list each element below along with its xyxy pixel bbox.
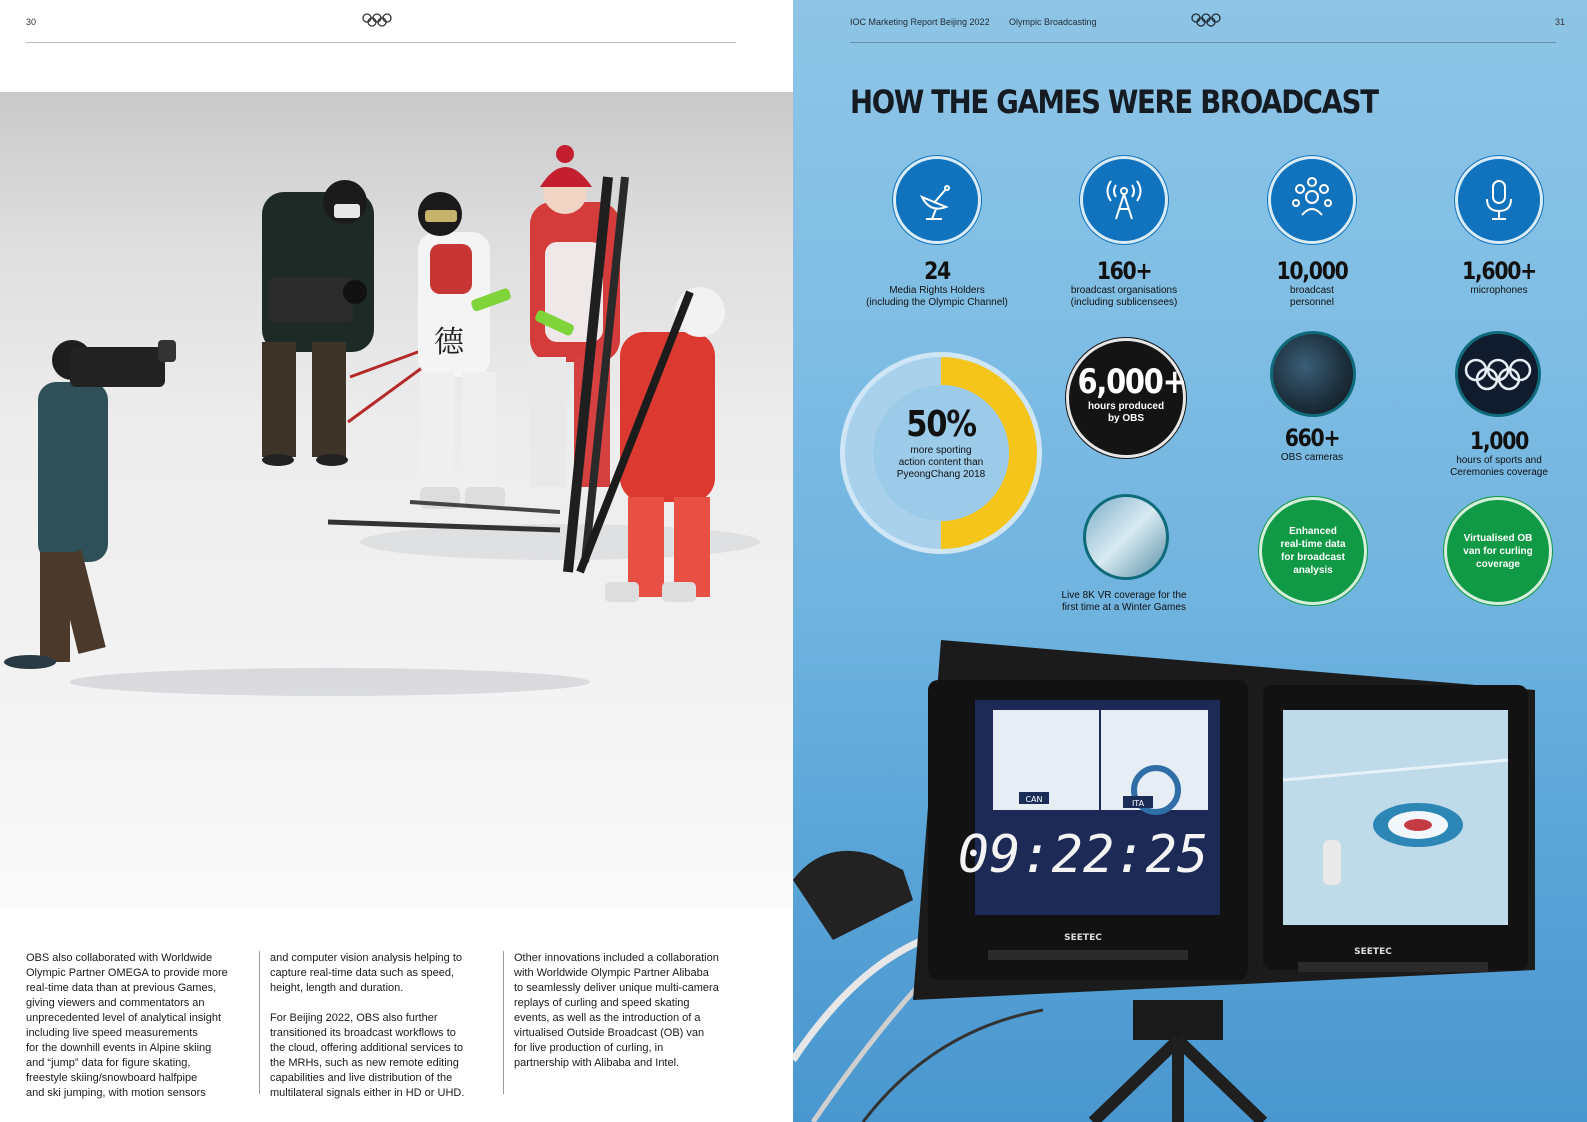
olympic-rings-icon xyxy=(362,13,392,27)
stat-coverage-hours xyxy=(1409,427,1587,479)
body-column-2: and computer vision analysis helping to capture real-time data such as speed, height, length and duration. For Beijing 2022, OBS also further transitioned its broadcast workflows to the cloud, offering additional services to the MRHs, such as new remote editing capabilities and live distribution of the multilateral signals either in HD or UHD. xyxy=(270,952,465,1099)
stat-value: 160+ xyxy=(1096,257,1152,285)
column-divider xyxy=(259,951,260,1094)
stat-value: 10,000 xyxy=(1276,257,1348,285)
header-report-title: IOC Marketing Report Beijing 2022 xyxy=(850,17,990,27)
stat-label: more sporting action content than PyeongChang 2018 xyxy=(896,445,986,480)
stat-value: 50% xyxy=(906,404,976,445)
header-rule xyxy=(850,42,1556,43)
stat-media-rights-holders xyxy=(847,257,1027,309)
stat-microphones xyxy=(1409,257,1587,297)
stat-label: Live 8K VR coverage for the first time at a Winter Games xyxy=(1061,590,1187,613)
stat-label: hours produced by OBS xyxy=(1087,401,1165,424)
stat-broadcast-personnel xyxy=(1222,257,1402,309)
header-rule xyxy=(26,42,736,43)
stat-label: Media Rights Holders (including the Olympic Channel) xyxy=(866,285,1008,308)
page-title: HOW THE GAMES WERE BROADCAST xyxy=(850,83,1378,121)
broadcast-tower-icon xyxy=(1080,156,1168,244)
stat-vr-coverage xyxy=(1034,590,1214,614)
camera-photo-thumbnail xyxy=(1270,331,1356,417)
stat-value: 1,000 xyxy=(1469,427,1529,455)
stat-label: broadcast personnel xyxy=(1290,285,1334,308)
column-divider xyxy=(503,951,504,1094)
body-column-3: Other innovations included a collaboration with Worldwide Olympic Partner Alibaba to seamlessly deliver unique multi-camera replays of curling and speed skating events, as well as the introduction of a virtualised Outside Broadcast (OB) van for live production of curling, in partnership with Alibaba and Intel. xyxy=(514,952,719,1069)
stat-value: 660+ xyxy=(1284,424,1340,452)
content-increase-donut xyxy=(838,350,1044,556)
realtime-data-badge: Enhanced real-time data for broadcast analysis xyxy=(1259,497,1367,605)
people-network-icon xyxy=(1268,156,1356,244)
satellite-dish-icon xyxy=(893,156,981,244)
stat-label: broadcast organisations (including sublicensees) xyxy=(1070,285,1178,308)
page-number-right: 31 xyxy=(1555,17,1566,27)
stat-value: 1,600+ xyxy=(1462,257,1536,285)
olympic-rings-icon xyxy=(1191,13,1221,27)
monitor-brand: SEETEC xyxy=(1354,947,1392,957)
microphone-icon xyxy=(1455,156,1543,244)
virtual-ob-van-badge: Virtualised OB van for curling coverage xyxy=(1444,497,1552,605)
right-page xyxy=(793,0,1587,1122)
vr-coverage-photo-thumbnail xyxy=(1083,494,1169,580)
stat-value: 6,000+ xyxy=(1077,362,1186,402)
stat-label: microphones xyxy=(1470,285,1528,296)
stat-obs-cameras xyxy=(1222,424,1402,464)
stat-label: OBS cameras xyxy=(1280,452,1344,463)
stat-value: 24 xyxy=(924,257,950,285)
stat-label: hours of sports and Ceremonies coverage xyxy=(1450,455,1548,478)
monitor-tag-ita: ITA xyxy=(1131,799,1145,808)
body-column-1: OBS also collaborated with Worldwide Olympic Partner OMEGA to provide more real-time data than at previous Games, giving viewers and commentators an unprecedented level of analytical insight including live speed measurements for the downhill events in Alpine skiing and “jump” data for figure skating, freestyle skiing/snowboard halfpipe and ski jumping, with motion sensors xyxy=(26,952,228,1099)
page-number-left: 30 xyxy=(26,17,37,27)
hours-produced-badge xyxy=(1066,338,1186,458)
header-section-title: Olympic Broadcasting xyxy=(1009,17,1097,27)
olympic-rings-photo-thumbnail xyxy=(1455,331,1541,417)
stat-broadcast-organisations xyxy=(1034,257,1214,309)
left-page xyxy=(0,0,793,1122)
broadcast-monitor-photo xyxy=(793,640,1587,1122)
svg-text:德: 德 xyxy=(434,325,464,360)
ski-slalom-photo xyxy=(0,92,793,908)
monitor-timer: 09:22:25 xyxy=(957,825,1209,885)
monitor-brand: SEETEC xyxy=(1064,933,1102,943)
monitor-tag-can: CAN xyxy=(1025,795,1043,804)
stat-content-increase xyxy=(876,405,1006,481)
